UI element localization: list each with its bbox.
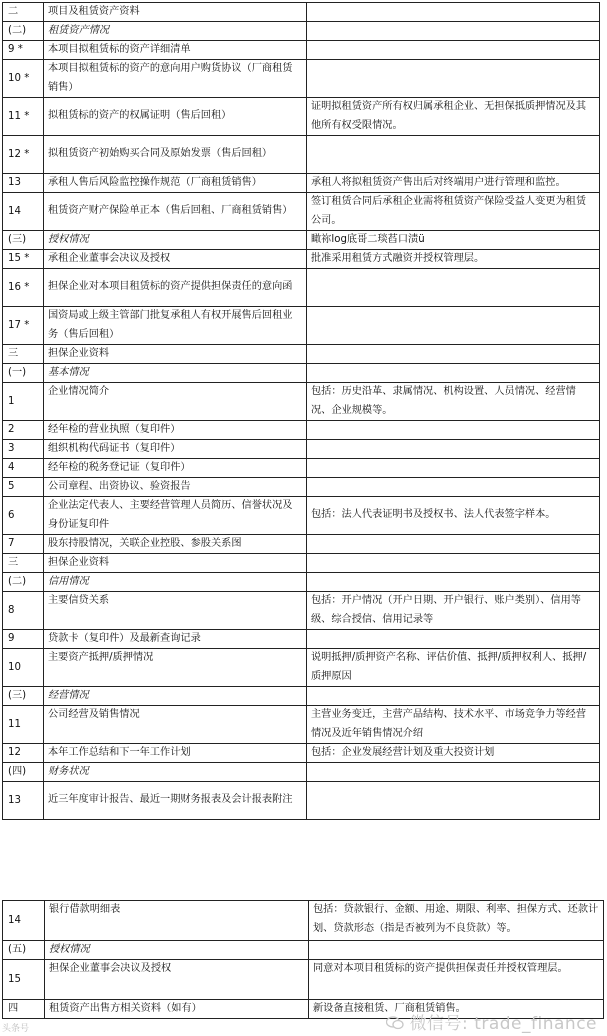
item-note: 包括：贷款银行、金额、用途、期限、利率、担保方式、还款计划、贷款形态（指是否被列为不良贷款）等。 <box>309 901 604 941</box>
item-number: (三) <box>3 687 44 706</box>
item-number: (三) <box>3 231 44 250</box>
item-name: 国资局或上级主管部门批复承租人有权开展售后回租业务（售后回租） <box>44 307 307 345</box>
item-number: 三 <box>3 554 44 573</box>
item-note <box>307 3 600 22</box>
item-number: (二) <box>3 22 44 41</box>
item-number: (四) <box>3 763 44 782</box>
item-number: 8 <box>3 592 44 630</box>
item-name: 股东持股情况，关联企业控股、参股关系图 <box>44 535 307 554</box>
item-number: 7 <box>3 535 44 554</box>
item-note <box>307 782 600 820</box>
materials-table-2 <box>2 900 604 1019</box>
table-row <box>3 941 604 960</box>
item-name: 公司章程、出资协议、验资报告 <box>44 478 307 497</box>
table-row <box>3 22 600 41</box>
item-name: 本年工作总结和下一年工作计划 <box>44 744 307 763</box>
item-note <box>309 941 604 960</box>
item-note <box>307 345 600 364</box>
table-row <box>3 497 600 535</box>
item-note <box>307 41 600 60</box>
item-number: 9 * <box>3 41 44 60</box>
item-number: 17 * <box>3 307 44 345</box>
item-name: 企业情况简介 <box>44 383 307 421</box>
item-name: 拟租赁标的资产的权属证明（售后回租） <box>44 98 307 136</box>
item-name: 财务状况 <box>44 763 307 782</box>
table-row <box>3 459 600 478</box>
watermark-left: 头条号 <box>2 1024 30 1034</box>
item-note: 包括：历史沿革、隶属情况、机构设置、人员情况、经营情况、企业规模等。 <box>307 383 600 421</box>
item-name: 银行借款明细表 <box>45 901 309 941</box>
item-number: 5 <box>3 478 44 497</box>
item-name: 经年检的税务登记证（复印件） <box>44 459 307 478</box>
item-note: 包括：企业发展经营计划及重大投资计划 <box>307 744 600 763</box>
item-note <box>307 269 600 307</box>
item-name: 经营情况 <box>44 687 307 706</box>
item-note <box>307 364 600 383</box>
item-note <box>307 459 600 478</box>
item-number: 14 <box>3 193 44 231</box>
table-row <box>3 60 600 98</box>
item-name: 租赁资产出售方相关资料（如有） <box>45 1000 309 1019</box>
item-number: (五) <box>3 941 45 960</box>
item-note: 新设备直接租赁、厂商租赁销售。 <box>309 1000 604 1019</box>
item-number: 6 <box>3 497 44 535</box>
table-row <box>3 383 600 421</box>
item-note: 签订租赁合同后承租企业需将租赁资产保险受益人变更为租赁公司。 <box>307 193 600 231</box>
watermark <box>386 1009 597 1034</box>
item-name: 本项目拟租赁标的资产详细清单 <box>44 41 307 60</box>
item-number: 二 <box>3 3 44 22</box>
item-number: 13 <box>3 782 44 820</box>
item-note <box>307 22 600 41</box>
table-row <box>3 554 600 573</box>
item-note: 说明抵押/质押资产名称、评估价值、抵押/质押权利人、抵押/质押原因 <box>307 649 600 687</box>
item-note <box>307 630 600 649</box>
materials-table-1 <box>2 2 600 820</box>
item-number: 四 <box>3 1000 45 1019</box>
item-number: 10 * <box>3 60 44 98</box>
table-row <box>3 478 600 497</box>
table-row <box>3 592 600 630</box>
table-row <box>3 307 600 345</box>
table-row <box>3 687 600 706</box>
item-number: 9 <box>3 630 44 649</box>
table-row <box>3 3 600 22</box>
item-name: 本项目拟租赁标的资产的意向用户购货协议（厂商租赁销售） <box>44 60 307 98</box>
item-note <box>307 307 600 345</box>
item-note <box>307 136 600 174</box>
table-row <box>3 630 600 649</box>
item-note: 瞰祢log底哥二琰萏口渍ü <box>307 231 600 250</box>
wechat-icon <box>386 1016 404 1030</box>
item-name: 租赁资产财产保险单正本（售后回租、厂商租赁销售） <box>44 193 307 231</box>
item-name: 企业法定代表人、主要经营管理人员简历、信誉状况及身份证复印件 <box>44 497 307 535</box>
item-name: 项目及租赁资产资料 <box>44 3 307 22</box>
table-row <box>3 782 600 820</box>
item-name: 经年检的营业执照（复印件） <box>44 421 307 440</box>
table-row <box>3 364 600 383</box>
item-note <box>307 421 600 440</box>
item-name: 拟租赁资产初始购买合同及原始发票（售后回租） <box>44 136 307 174</box>
table-row <box>3 193 600 231</box>
item-number: 13 <box>3 174 44 193</box>
item-note: 批准采用租赁方式融资并授权管理层。 <box>307 250 600 269</box>
item-number: 15 <box>3 960 45 1000</box>
item-name: 信用情况 <box>44 573 307 592</box>
item-name: 承租企业董事会决议及授权 <box>44 250 307 269</box>
item-name: 授权情况 <box>44 231 307 250</box>
item-note <box>307 478 600 497</box>
table-row <box>3 649 600 687</box>
watermark-text: 微信号: trade_finance <box>409 1014 597 1034</box>
item-name: 基本情况 <box>44 364 307 383</box>
item-name: 贷款卡（复印件）及最新查询记录 <box>44 630 307 649</box>
item-number: 10 <box>3 649 44 687</box>
table-row <box>3 706 600 744</box>
table-row <box>3 421 600 440</box>
item-number: 2 <box>3 421 44 440</box>
table-row <box>3 901 604 941</box>
table-row <box>3 573 600 592</box>
item-name: 租赁资产情况 <box>44 22 307 41</box>
item-note <box>307 687 600 706</box>
table-row <box>3 744 600 763</box>
table-row <box>3 250 600 269</box>
item-name: 担保企业资料 <box>44 554 307 573</box>
item-number: 3 <box>3 440 44 459</box>
item-number: 12 * <box>3 136 44 174</box>
table-row <box>3 98 600 136</box>
table-row <box>3 231 600 250</box>
item-note: 包括：开户情况（开户日期、开户银行、账户类别）、信用等级、综合授信、信用记录等 <box>307 592 600 630</box>
item-number: 16 * <box>3 269 44 307</box>
item-note: 主营业务变迁，主营产品结构、技术水平、市场竞争力等经营情况及近年销售情况介绍 <box>307 706 600 744</box>
item-name: 近三年度审计报告、最近一期财务报表及会计报表附注 <box>44 782 307 820</box>
table-row <box>3 763 600 782</box>
item-number: (二) <box>3 573 44 592</box>
item-name: 承租人售后风险监控操作规范（厂商租赁销售） <box>44 174 307 193</box>
item-note <box>307 60 600 98</box>
item-number: 三 <box>3 345 44 364</box>
item-name: 担保企业资料 <box>44 345 307 364</box>
item-name: 担保企业董事会决议及授权 <box>45 960 309 1000</box>
item-name: 主要信贷关系 <box>44 592 307 630</box>
item-note: 证明拟租赁资产所有权归属承租企业、无担保抵质押情况及其他所有权受限情况。 <box>307 98 600 136</box>
table-row <box>3 174 600 193</box>
item-number: 11 * <box>3 98 44 136</box>
item-note: 同意对本项目租赁标的资产提供担保责任并授权管理层。 <box>309 960 604 1000</box>
item-note: 承租人将拟租赁资产售出后对终端用户进行管理和监控。 <box>307 174 600 193</box>
item-note <box>307 763 600 782</box>
item-note <box>307 535 600 554</box>
item-note: 包括：法人代表证明书及授权书、法人代表签字样本。 <box>307 497 600 535</box>
item-number: 11 <box>3 706 44 744</box>
item-number: (一) <box>3 364 44 383</box>
table-row <box>3 960 604 1000</box>
table-row <box>3 440 600 459</box>
table-row <box>3 345 600 364</box>
table-row <box>3 41 600 60</box>
item-name: 公司经营及销售情况 <box>44 706 307 744</box>
item-number: 4 <box>3 459 44 478</box>
table-row <box>3 535 600 554</box>
item-number: 14 <box>3 901 45 941</box>
item-note <box>307 554 600 573</box>
table-row <box>3 136 600 174</box>
item-number: 12 <box>3 744 44 763</box>
item-name: 授权情况 <box>45 941 309 960</box>
item-name: 组织机构代码证书（复印件） <box>44 440 307 459</box>
item-note <box>307 440 600 459</box>
item-number: 15 * <box>3 250 44 269</box>
item-name: 主要资产抵押/质押情况 <box>44 649 307 687</box>
item-number: 1 <box>3 383 44 421</box>
table-row <box>3 269 600 307</box>
item-note <box>307 573 600 592</box>
item-name: 担保企业对本项目租赁标的资产提供担保责任的意向函 <box>44 269 307 307</box>
